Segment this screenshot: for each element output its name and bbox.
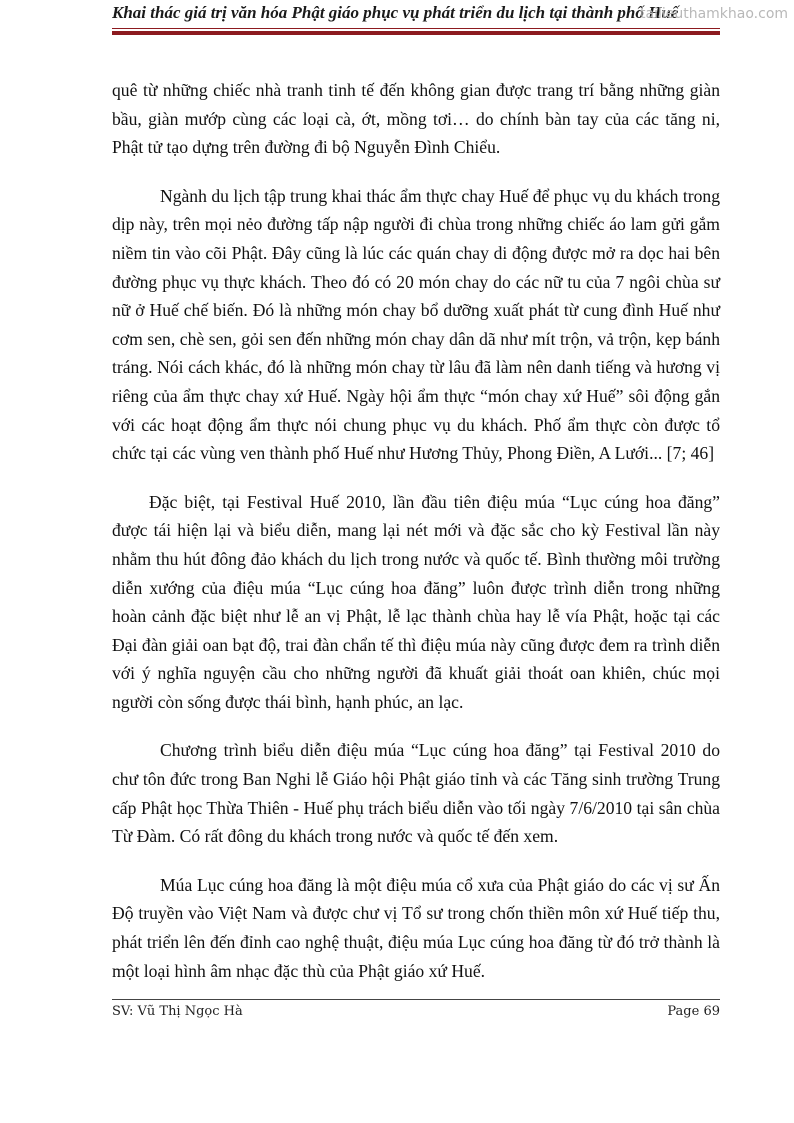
paragraph-1: quê từ những chiếc nhà tranh tinh tế đến không gian được trang trí bằng những giàn bầu, giàn mướp cùng các loại cà, ớt, mồng tơi… do chính bàn tay của các tăng ni, Phật tử tạo dựng trên đường đi bộ Nguyễn Đình Chiểu. xyxy=(112,80,720,158)
paragraph-3: Đặc biệt, tại Festival Huế 2010, lần đầu tiên điệu múa “Lục cúng hoa đăng” được tái hiện lại và biểu diễn, mang lại nét mới và đặc sắc cho kỳ Festival lần này nhằm thu hút đông đảo khách du lịch trong nước và quốc tế. Bình thường môi trường diễn xướng của điệu múa “Lục cúng hoa đăng” luôn được trình diễn trong những hoàn cảnh đặc biệt như lễ an vị Phật, lễ lạc thành chùa hay lễ vía Phật, hoặc tại các Đại đàn giải oan bạt độ, trai đàn chẩn tế thì điệu múa này cũng được đem ra trình diễn với ý nghĩa nguyện cầu cho những người đã khuất giải thoát oan khiên, chúc mọi người còn sống được thái bình, hạnh phúc, an lạc. xyxy=(112,491,720,712)
body-text xyxy=(112,76,720,985)
paragraph-5: Múa Lục cúng hoa đăng là một điệu múa cổ xưa của Phật giáo do các vị sư Ấn Độ truyền vào Việt Nam và được chư vị Tổ sư trong chốn thiền môn xứ Huế tiếp thu, phát triển lên đến đỉnh cao nghệ thuật, điệu múa Lục cúng hoa đăng từ đó trở thành là một loại hình âm nhạc đặc thù của Phật giáo xứ Huế. xyxy=(112,874,720,981)
footer-rule xyxy=(112,999,720,1000)
footer-page-number: Page 69 xyxy=(667,1004,720,1019)
watermark: tailieuthamkhao.com xyxy=(640,6,789,22)
running-header: Khai thác giá trị văn hóa Phật giáo phục vụ phát triển du lịch tại thành phố Huế xyxy=(112,3,679,22)
paragraph-2: Ngành du lịch tập trung khai thác ẩm thực chay Huế để phục vụ du khách trong dịp này, trên mọi nẻo đường tấp nập người đi chùa trong những chiếc áo lam gửi gắm niềm tin vào cõi Phật. Đây cũng là lúc các quán chay di động được mở ra dọc hai bên đường phục vụ thực khách. Theo đó có 20 món chay do các nữ tu của 7 ngôi chùa sư nữ ở Huế chế biến. Đó là những món chay bổ dưỡng xuất phát từ cung đình Huế như cơm sen, chè sen, gỏi sen đến những món chay dân dã như mít trộn, vả trộn, kẹp bánh tráng. Nói cách khác, đó là những món chay từ lâu đã làm nên danh tiếng và hương vị riêng của ẩm thực chay xứ Huế. Ngày hội ẩm thực “món chay xứ Huế” sôi động gắn với các hoạt động ẩm thực nói chung phục vụ du khách. Phố ẩm thực còn được tổ chức tại các vùng ven thành phố Huế như Hương Thủy, Phong Điền, A Lưới... [7; 46] xyxy=(112,185,720,464)
header-rule-thick xyxy=(112,31,720,35)
paragraph-4: Chương trình biểu diễn điệu múa “Lục cúng hoa đăng” tại Festival 2010 do chư tôn đức trong Ban Nghi lễ Giáo hội Phật giáo tỉnh và các Tăng sinh trường Trung cấp Phật học Thừa Thiên - Huế phụ trách biểu diễn vào tối ngày 7/6/2010 tại sân chùa Từ Đàm. Có rất đông du khách trong nước và quốc tế đến xem. xyxy=(112,740,720,847)
header-rule-thin xyxy=(112,28,720,29)
footer-author: SV: Vũ Thị Ngọc Hà xyxy=(112,1004,243,1019)
